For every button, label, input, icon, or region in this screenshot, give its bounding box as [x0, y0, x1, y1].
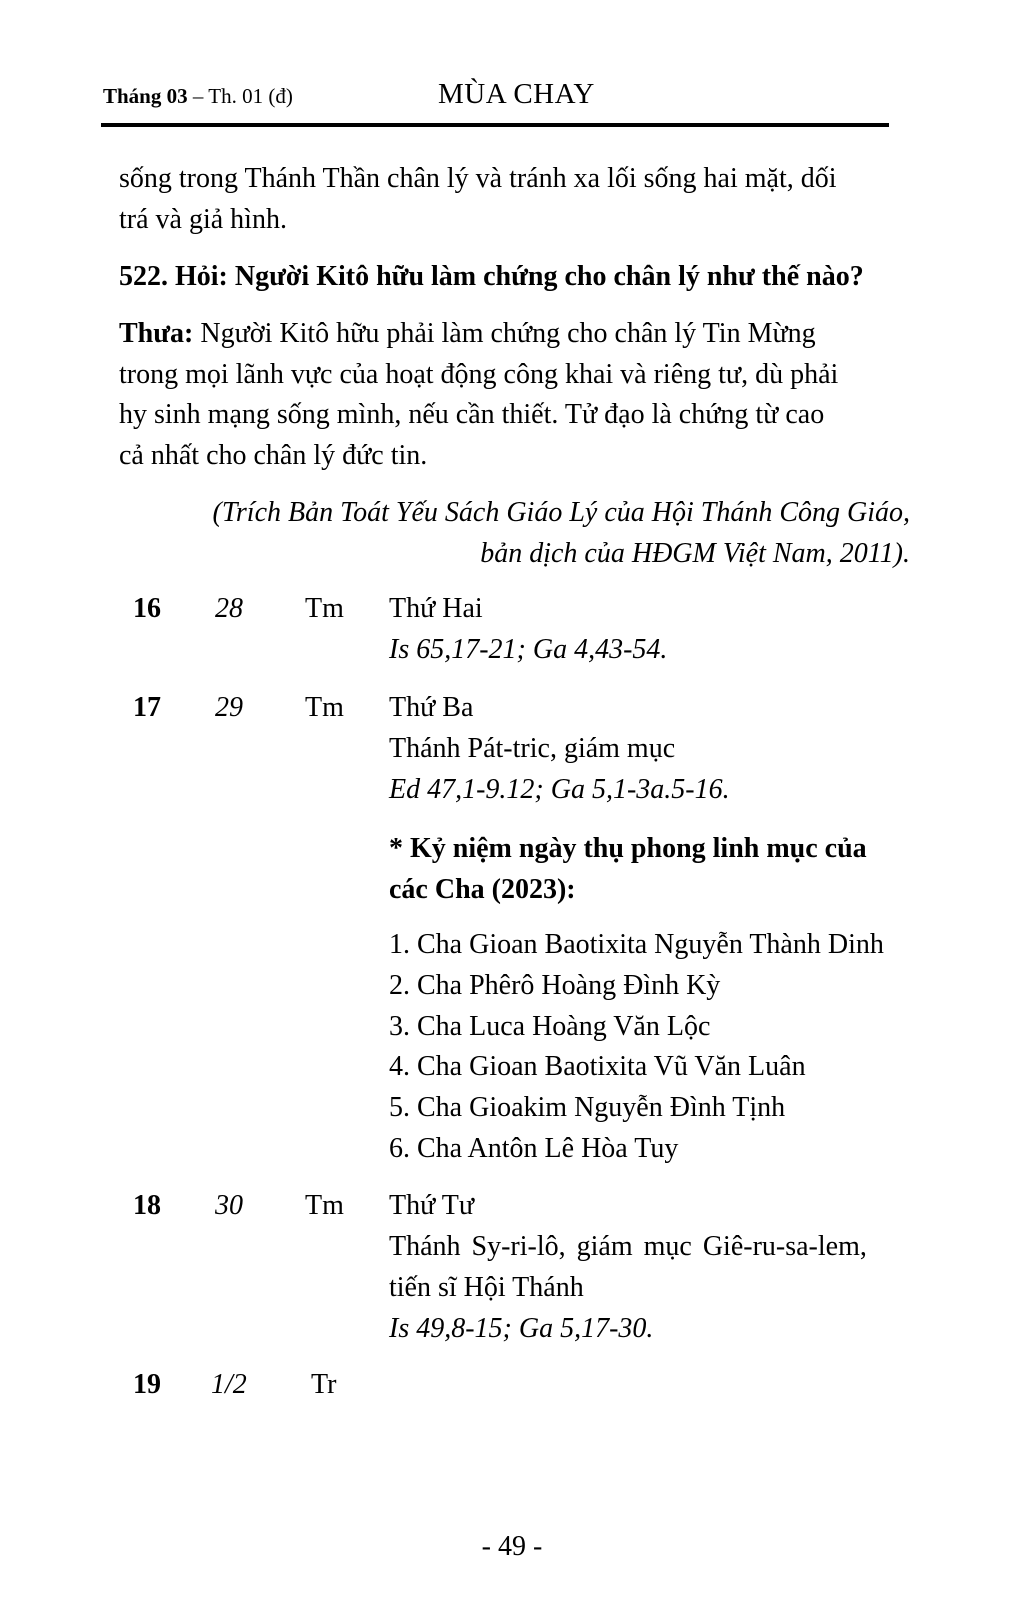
- readings: Ed 47,1-9.12; Ga 5,1-3a.5-16.: [389, 774, 730, 805]
- question-522: 522. Hỏi: Người Kitô hữu làm chứng cho chân lý như thế nào?: [119, 261, 864, 292]
- intro-line-1: sống trong Thánh Thần chân lý và tránh xa lối sống hai mặt, dối: [119, 163, 837, 194]
- priest-list-item: 4. Cha Gioan Baotixita Vũ Văn Luân: [389, 1051, 806, 1082]
- season-title: MÙA CHAY: [438, 78, 595, 110]
- answer-line-3: hy sinh mạng sống mình, nếu cần thiết. Tử đạo là chứng từ cao: [119, 399, 825, 430]
- day-number: 18: [133, 1190, 161, 1221]
- answer-line-4: cả nhất cho chân lý đức tin.: [119, 440, 428, 471]
- priest-list-item: 5. Cha Gioakim Nguyễn Đình Tịnh: [389, 1092, 786, 1123]
- header-rule: [101, 123, 889, 127]
- feast-name: Thánh Pát-tric, giám mục: [389, 733, 676, 764]
- readings: Is 65,17-21; Ga 4,43-54.: [389, 634, 668, 665]
- feast-name: Thánh Sy-ri-lô, giám mục Giê-ru-sa-lem,: [389, 1231, 867, 1262]
- anniversary-note-line-2: các Cha (2023):: [389, 874, 576, 905]
- priest-list-item: 1. Cha Gioan Baotixita Nguyễn Thành Dinh: [389, 929, 884, 960]
- day-number: 16: [133, 593, 161, 624]
- answer-line-1: [119, 313, 909, 354]
- lunar-day: 1/2: [211, 1369, 247, 1400]
- liturgical-color: Tr: [311, 1369, 337, 1400]
- intro-line-2: trá và giả hình.: [119, 204, 287, 235]
- priest-list-item: 6. Cha Antôn Lê Hòa Tuy: [389, 1133, 679, 1164]
- citation-line-2: bản dịch của HĐGM Việt Nam, 2011).: [480, 538, 910, 569]
- liturgical-color: Tm: [305, 593, 344, 624]
- priest-list-item: 2. Cha Phêrô Hoàng Đình Kỳ: [389, 970, 721, 1001]
- page-number: - 49 -: [481, 1531, 543, 1562]
- weekday: Thứ Tư: [389, 1190, 475, 1221]
- weekday: Thứ Hai: [389, 593, 483, 624]
- liturgical-color: Tm: [305, 1190, 344, 1221]
- anniversary-note-line-1: * Kỷ niệm ngày thụ phong linh mục của: [389, 833, 867, 864]
- lunar-day: 30: [215, 1190, 243, 1221]
- month-label: Tháng 03: [103, 84, 188, 108]
- answer-line-2: trong mọi lãnh vực của hoạt động công khai và riêng tư, dù phải: [119, 359, 839, 390]
- citation-line-1: (Trích Bản Toát Yếu Sách Giáo Lý của Hội Thánh Công Giáo,: [212, 497, 910, 528]
- readings: Is 49,8-15; Ga 5,17-30.: [389, 1313, 654, 1344]
- answer-label: Thưa:: [119, 318, 194, 349]
- liturgical-color: Tm: [305, 692, 344, 723]
- running-header-left: [103, 84, 293, 109]
- answer-text: Người Kitô hữu phải làm chứng cho chân lý Tin Mừng: [193, 318, 816, 349]
- priest-list-item: 3. Cha Luca Hoàng Văn Lộc: [389, 1011, 711, 1042]
- weekday: Thứ Ba: [389, 692, 474, 723]
- feast-title: tiến sĩ Hội Thánh: [389, 1272, 584, 1303]
- lunar-day: 28: [215, 593, 243, 624]
- lunar-day: 29: [215, 692, 243, 723]
- week-label: – Th. 01 (đ): [187, 84, 293, 108]
- day-number: 17: [133, 692, 161, 723]
- day-number: 19: [133, 1369, 161, 1400]
